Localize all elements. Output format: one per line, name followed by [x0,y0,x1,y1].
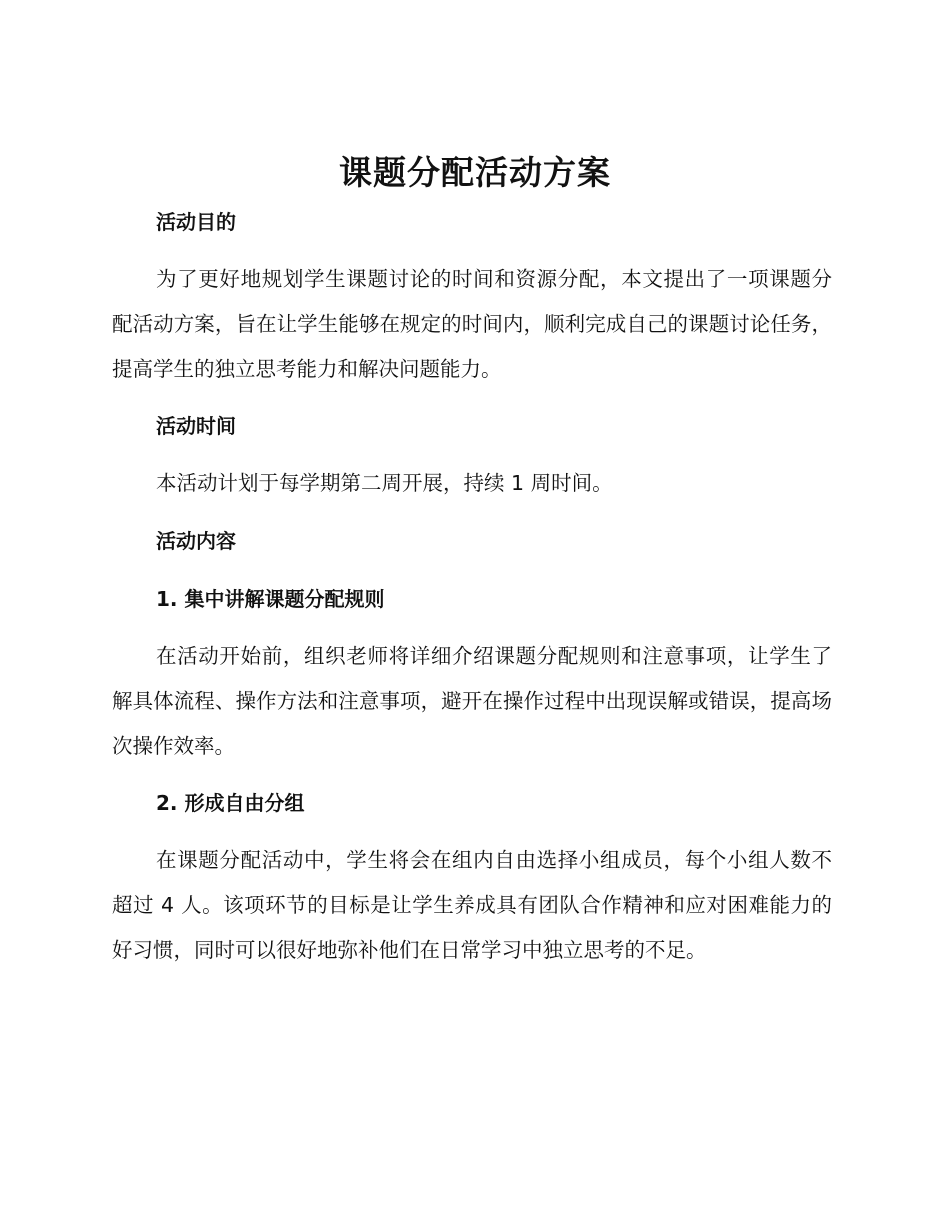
document-title: 课题分配活动方案 [339,153,611,192]
section-heading-purpose: 活动目的 [156,210,236,234]
section-paragraph-grouping: 在课题分配活动中，学生将会在组内自由选择小组成员，每个小组人数不超过 4 人。该项环节的目标是让学生养成具有团队合作精神和应对困难能力的好习惯，同时可以很好地弥补他们在日常学习中独立思考的不足。 [112,848,832,962]
section-heading-time: 活动时间 [156,414,236,438]
section-paragraph-rules: 在活动开始前，组织老师将详细介绍课题分配规则和注意事项，让学生了解具体流程、操作方法和注意事项，避开在操作过程中出现误解或错误，提高场次操作效率。 [112,644,832,758]
section-paragraph-time: 本活动计划于每学期第二周开展，持续 1 周时间。 [156,471,613,495]
section-heading-rules: 1. 集中讲解课题分配规则 [156,587,385,611]
section-heading-grouping: 2. 形成自由分组 [156,791,305,815]
section-paragraph-purpose: 为了更好地规划学生课题讨论的时间和资源分配，本文提出了一项课题分配活动方案，旨在让学生能够在规定的时间内，顺利完成自己的课题讨论任务，提高学生的独立思考能力和解决问题能力。 [112,267,832,381]
section-heading-content: 活动内容 [156,529,236,553]
